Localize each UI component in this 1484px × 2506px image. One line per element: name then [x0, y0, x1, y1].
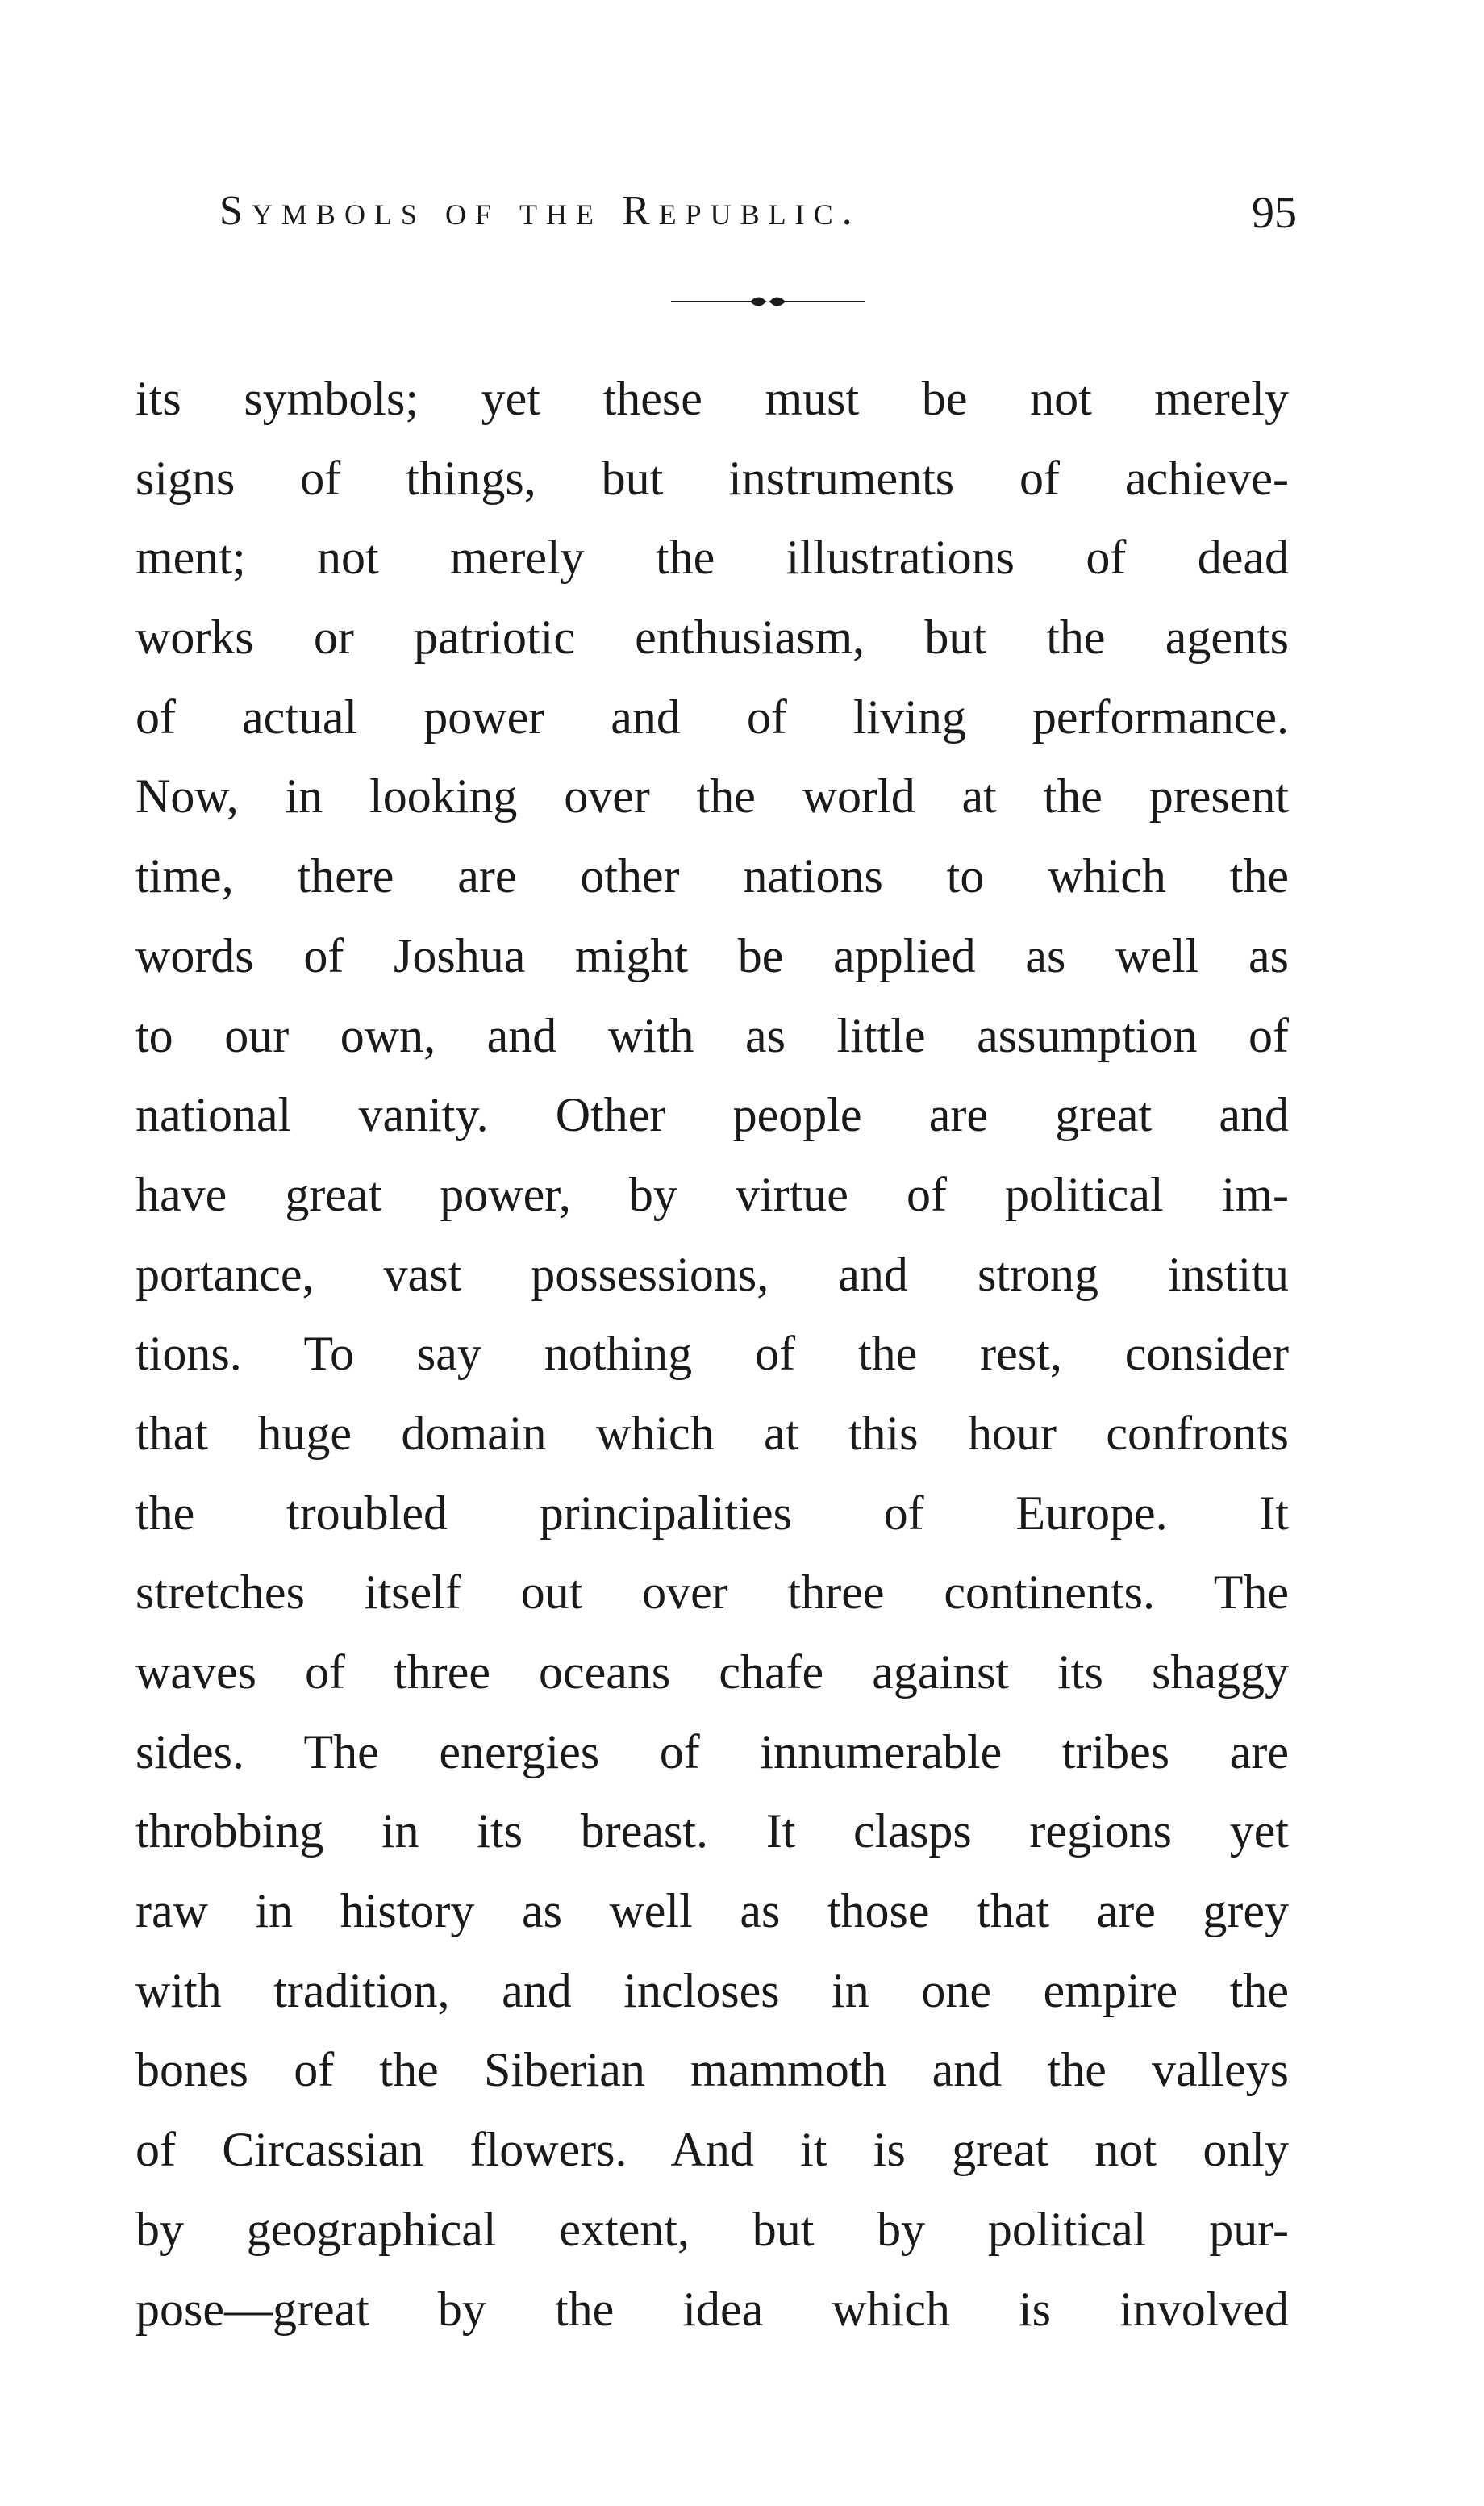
text-line: by geographical extent, but by political pur-: [135, 2202, 1289, 2256]
text-line: throbbing in its breast. It clasps regions yet: [135, 1804, 1289, 1858]
text-line: Now, in looking over the world at the present: [135, 769, 1289, 824]
running-head: [219, 187, 1297, 252]
ornamental-rule-icon: [671, 292, 865, 311]
text-line: tions. To say nothing of the rest, consider: [135, 1327, 1289, 1381]
text-line: of Circassian flowers. And it is great not only: [135, 2123, 1289, 2177]
text-line: words of Joshua might be applied as well as: [135, 928, 1289, 982]
text-line: that huge domain which at this hour confronts: [135, 1406, 1289, 1460]
text-line: signs of things, but instruments of achieve-: [135, 451, 1289, 505]
running-title: Symbols of the Republic.: [219, 188, 861, 234]
text-line: the troubled principalities of Europe. It: [135, 1486, 1289, 1540]
page-number: 95: [1252, 188, 1297, 238]
text-line: portance, vast possessions, and strong institu: [135, 1247, 1289, 1301]
text-line: to our own, and with as little assumption of: [135, 1008, 1289, 1062]
text-line: of actual power and of living performance.: [135, 690, 1289, 744]
text-line: its symbols; yet these must be not merely: [135, 372, 1289, 425]
text-line: bones of the Siberian mammoth and the valleys: [135, 2043, 1289, 2097]
text-line: have great power, by virtue of political im-: [135, 1167, 1289, 1221]
text-line: raw in history as well as those that are grey: [135, 1884, 1289, 1938]
text-line: works or patriotic enthusiasm, but the agents: [135, 611, 1289, 665]
text-line: sides. The energies of innumerable tribes are: [135, 1724, 1289, 1778]
text-line: waves of three oceans chafe against its shaggy: [135, 1645, 1289, 1699]
text-line: with tradition, and incloses in one empire the: [135, 1963, 1289, 2017]
body-text: [135, 359, 1289, 2349]
text-line: time, there are other nations to which the: [135, 849, 1289, 903]
text-line: ment; not merely the illustrations of dead: [135, 531, 1289, 585]
text-line: stretches itself out over three continents. The: [135, 1566, 1289, 1620]
text-line: pose—great by the idea which is involved: [135, 2282, 1289, 2336]
text-line: national vanity. Other people are great and: [135, 1088, 1289, 1142]
